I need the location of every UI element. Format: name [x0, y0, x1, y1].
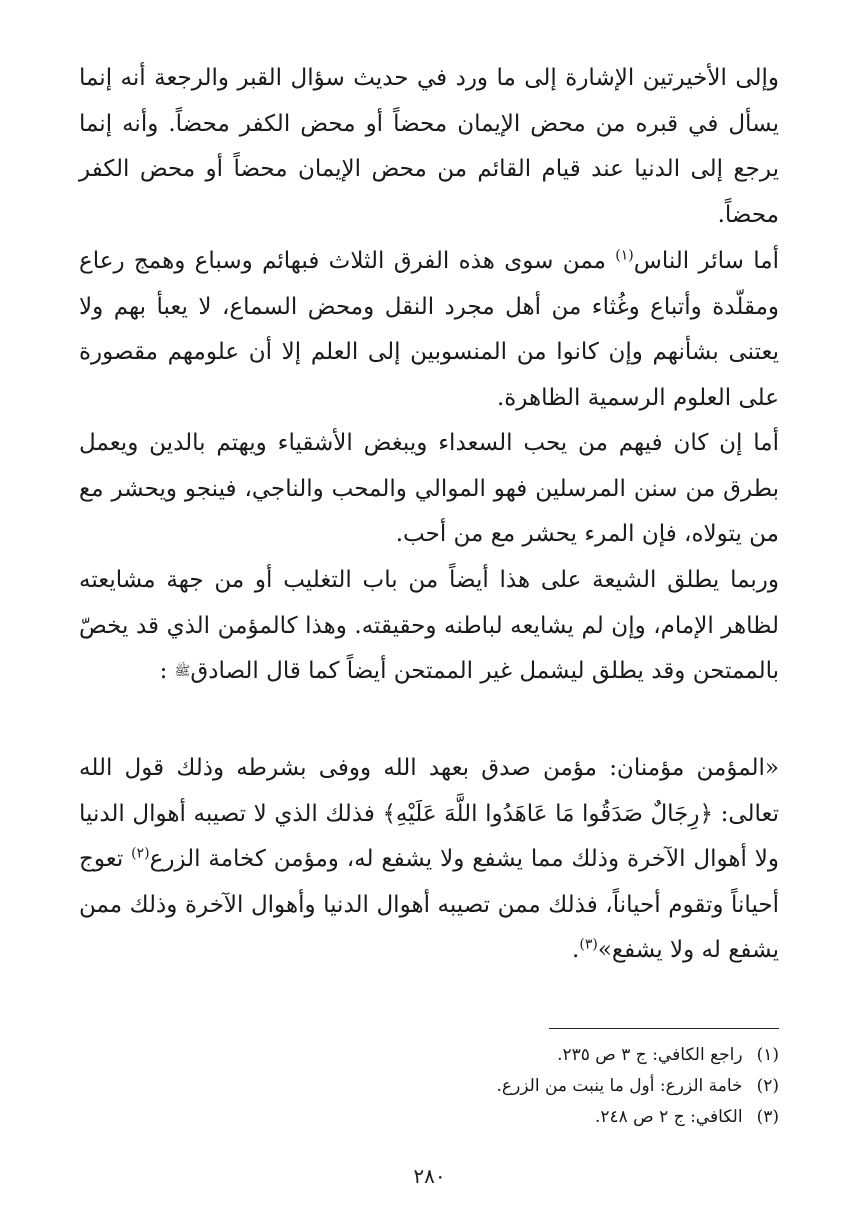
- hadith-quote: [79, 746, 779, 974]
- footnotes-list: [79, 1040, 779, 1133]
- hadith-quote-text-end: .: [572, 937, 580, 963]
- paragraph-2-text-start: أما سائر الناس: [633, 248, 779, 274]
- footnote-number: (١): [756, 1045, 779, 1065]
- paragraph-4-text: وربما يطلق الشيعة على هذا أيضاً من باب التغليب أو من جهة مشايعته لظاهر الإمام، وإن لم يشايعه لباطنه وحقيقته. وهذا كالمؤمن الذي قد يخصّ بالممتحن وقد يطلق ليشمل غير الممتحن أيضاً كما قال الصادق: [79, 567, 779, 684]
- hadith-quote-text-middle: تعوج أحياناً وتقوم أحياناً، فذلك ممن تصيبه أهوال الدنيا وأهوال الآخرة وذلك ممن يشفع له ولا يشفع»: [79, 846, 779, 963]
- paragraph-2: [79, 239, 779, 421]
- footnote-text: خامة الزرع: أول ما ينبت من الزرع.: [496, 1076, 743, 1096]
- paragraph-4-colon: :: [159, 658, 175, 684]
- footnote-number: (٣): [756, 1107, 779, 1127]
- footnote-item: [79, 1102, 779, 1133]
- footnote-number: (٢): [756, 1076, 779, 1096]
- footnote-ref-1: (١): [615, 247, 634, 264]
- footnote-ref-3: (٣): [579, 936, 598, 953]
- footnote-ref-2: (٢): [131, 845, 150, 862]
- footnote-item: [79, 1071, 779, 1102]
- footnote-separator: [549, 1028, 779, 1029]
- paragraph-2-text-end: ممن سوى هذه الفرق الثلاث فبهائم وسباع وهمج رعاع ومقلّدة وأتباع وغُثاء من أهل مجرد النقل ومحض السماع، لا يعبأ بهم ولا يعتنى بشأنهم وإن كانوا من المنسوبين إلى العلم إلا أن علومهم مقصورة على العلوم الرسمية الظاهرة.: [79, 248, 779, 411]
- paragraph-3: أما إن كان فيهم من يحب السعداء ويبغض الأشقياء ويهتم بالدين ويعمل بطرق من سنن المرسلين فهو الموالي والمحب والناجي، فينجو ويحشر مع من يتولاه، فإن المرء يحشر مع من أحب.: [79, 430, 779, 547]
- footnote-item: [79, 1040, 779, 1071]
- paragraph-1: وإلى الأخيرتين الإشارة إلى ما ورد في حديث سؤال القبر والرجعة أنه إنما يسأل في قبره من محض الإيمان محضاً أو محض الكفر محضاً. وأنه إنما يرجع إلى الدنيا عند قيام القائم من محض الإيمان محضاً أو محض الكفر محضاً.: [79, 65, 779, 228]
- page-number: ٢٨٠: [413, 1164, 446, 1188]
- footnote-text: راجع الكافي: ج ٣ ص ٢٣٥.: [557, 1045, 743, 1065]
- honorific-glyph: ﷺ: [174, 664, 191, 679]
- hadith-quote-text-start: «المؤمن مؤمنان: مؤمن صدق بعهد الله ووفى بشرطه وذلك قول الله تعالى: ﴿رِجَالٌ صَدَقُوا مَا عَاهَدُوا اللَّهَ عَلَيْهِ﴾ فذلك الذي لا تصيبه أهوال الدنيا ولا أهوال الآخرة وذلك مما يشفع ولا يشفع له، ومؤمن كخامة الزرع: [79, 755, 779, 872]
- paragraph-4: [79, 558, 779, 695]
- footnote-text: الكافي: ج ٢ ص ٢٤٨.: [594, 1107, 743, 1127]
